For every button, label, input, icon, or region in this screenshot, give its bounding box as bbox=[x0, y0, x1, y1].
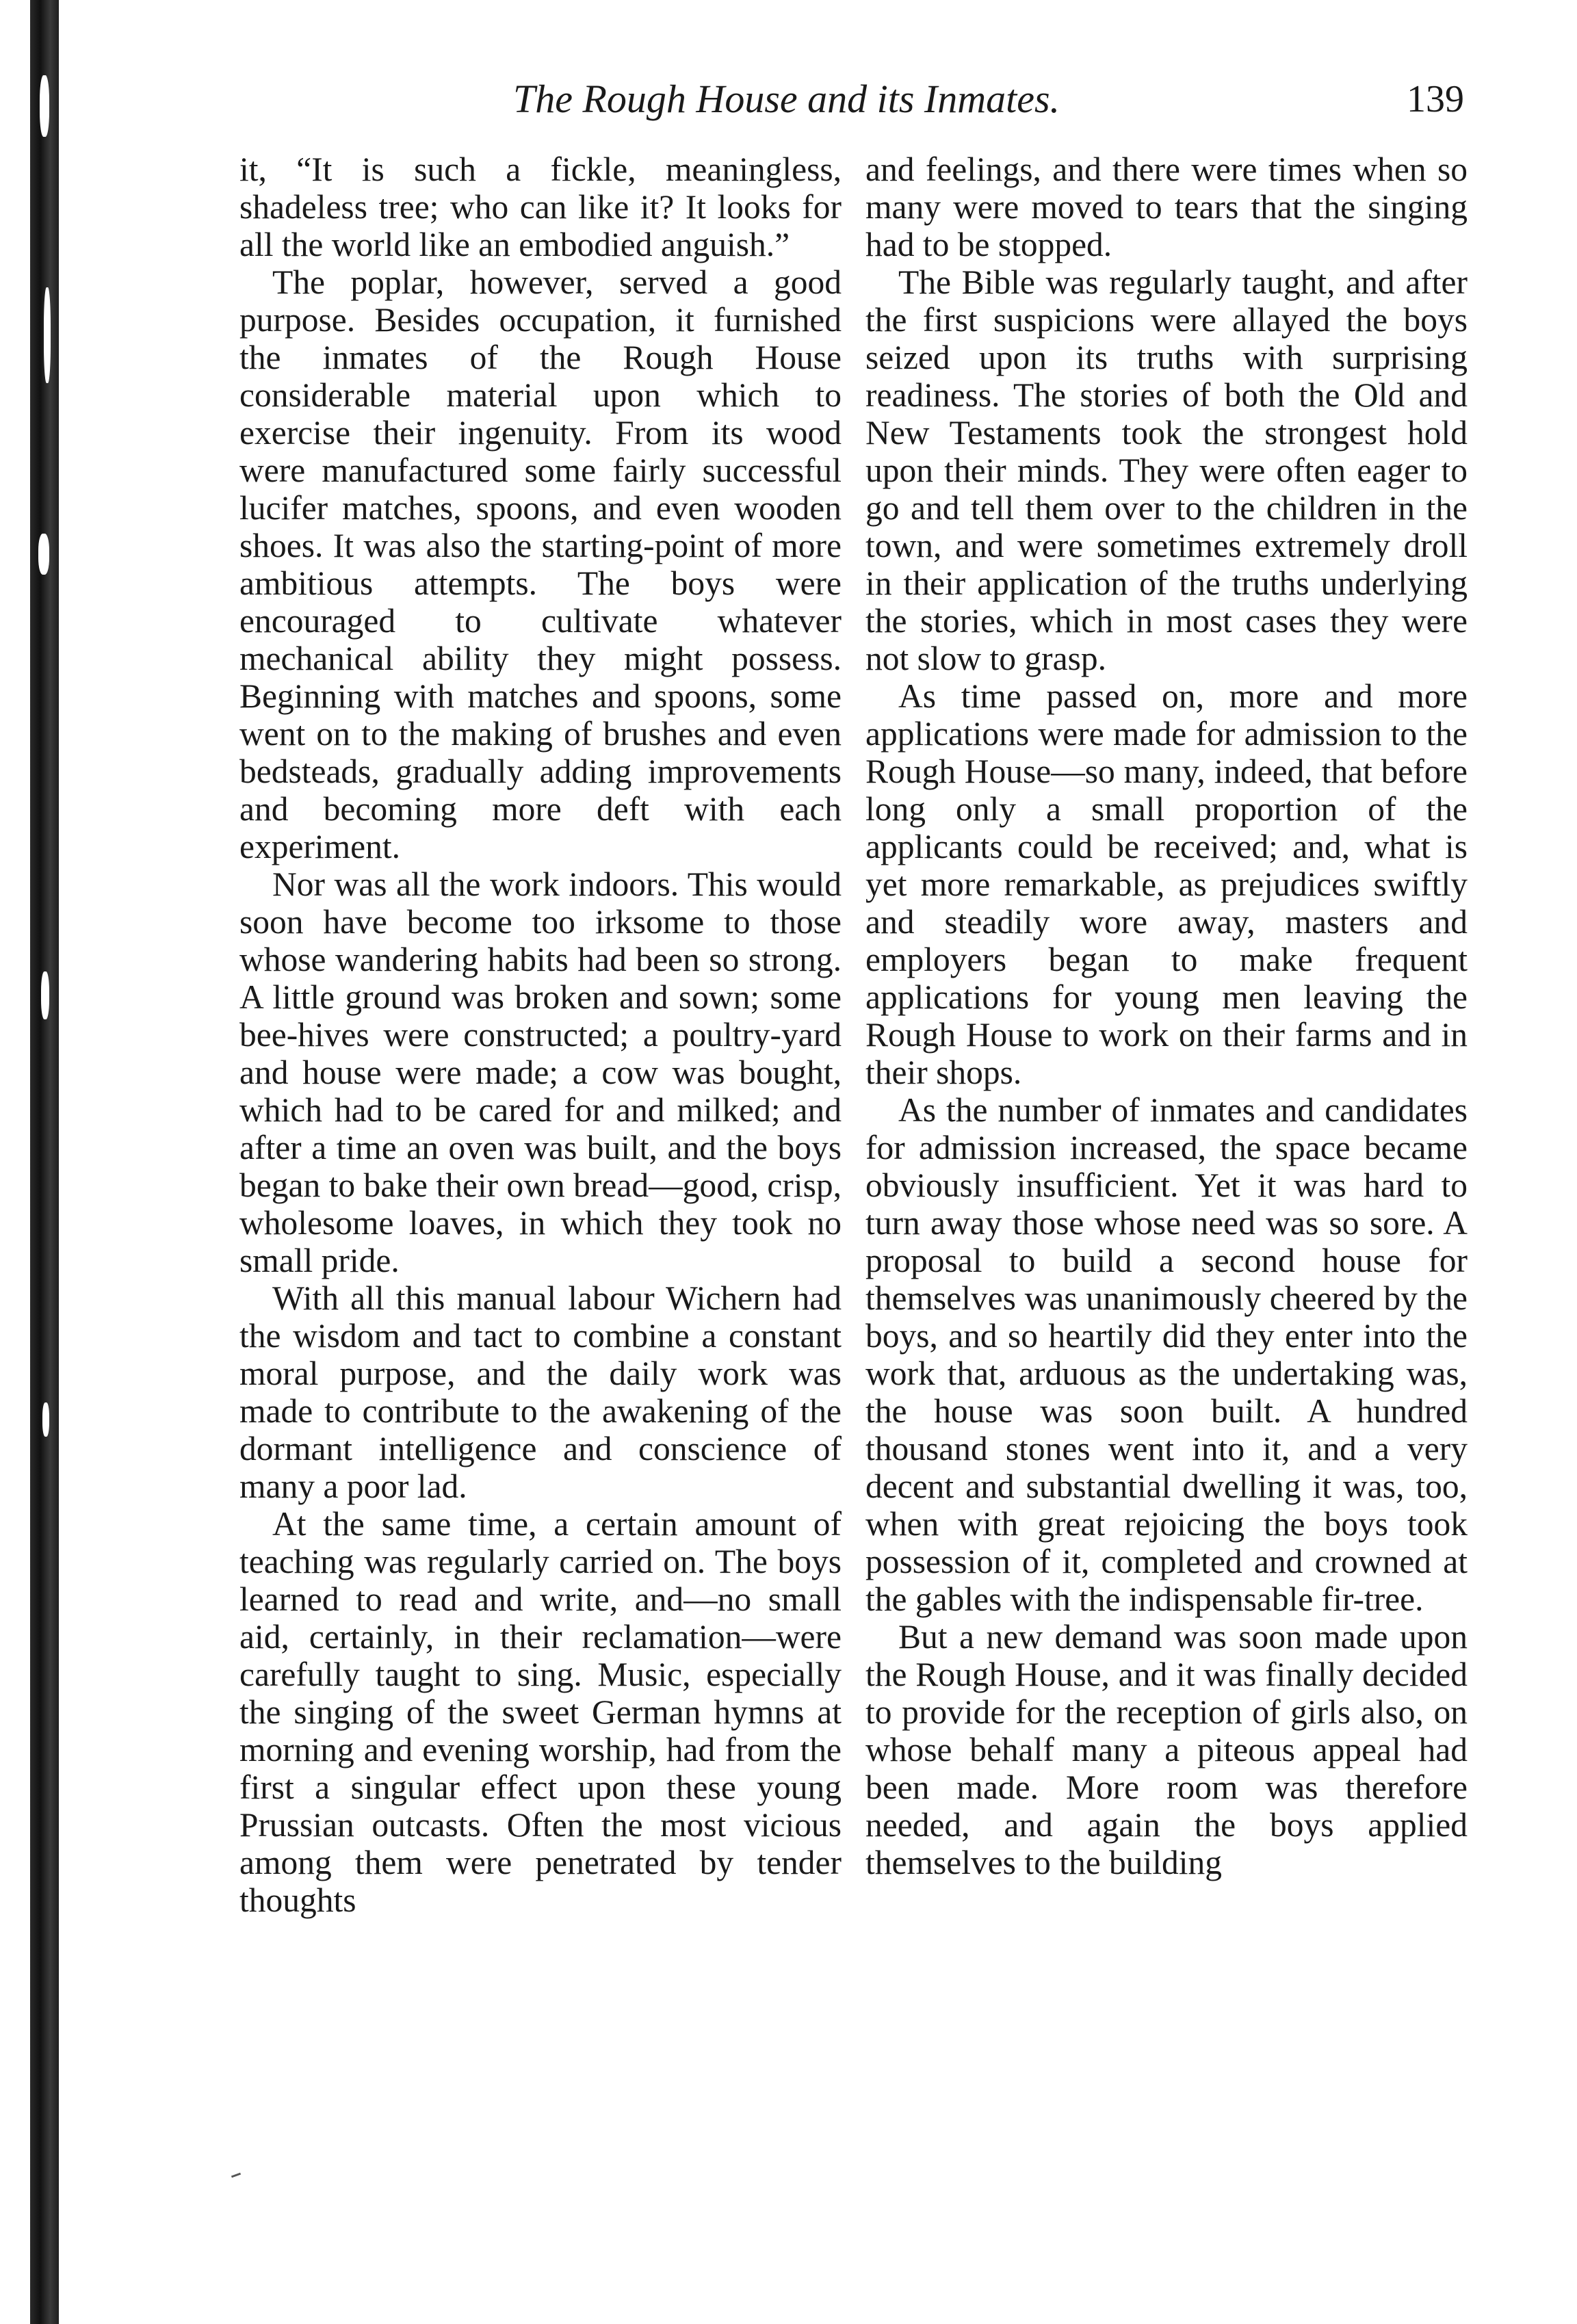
paragraph: As time passed on, more and more applications were made for admission to the Rough House—so many, indeed, that before long only a small proportion of the applicants could be received; and, what is yet more remarkable, as prejudices swiftly and steadily wore away, masters and employers began to make frequent applications for young men leaving the Rough House to work on their farms and in their shops. bbox=[865, 677, 1468, 1091]
paragraph: But a new demand was soon made upon the Rough House, and it was finally decided to provide for the reception of girls also, on whose behalf many a piteous appeal had been made. More room was therefore needed, and again the boys applied themselves to the building bbox=[865, 1618, 1468, 1881]
paragraph: The Bible was regularly taught, and after the first suspicions were allayed the boys seized upon its truths with surprising readiness. The stories of both the Old and New Testaments took the strongest hold upon their minds. They were often eager to go and tell them over to the children in the town, and were sometimes extremely droll in their application of the truths underlying the stories, which in most cases they were not slow to grasp. bbox=[865, 263, 1468, 677]
left-text-column bbox=[239, 151, 842, 1919]
paragraph: and feelings, and there were times when so many were moved to tears that the singing had to be stopped. bbox=[865, 151, 1468, 263]
paragraph: The poplar, however, served a good purpose. Besides occupation, it furnished the inmates of the Rough House considerable material upon which to exercise their ingenuity. From its wood were manufactured some fairly successful lucifer matches, spoons, and even wooden shoes. It was also the starting-point of more ambitious attempts. The boys were encouraged to cultivate whatever mechanical ability they might possess. Beginning with matches and spoons, some went on to the making of brushes and even bedsteads, gradually adding improvements and becoming more deft with each experiment. bbox=[239, 263, 842, 865]
running-header bbox=[226, 72, 1464, 127]
page-number: 139 bbox=[1407, 78, 1464, 120]
binding-wear-mark bbox=[41, 971, 49, 1019]
paragraph: As the number of inmates and candidates for admission increased, the space became obviously insufficient. Yet it was hard to turn away those whose need was so sore. A proposal to build a second house for themselves was unanimously cheered by the boys, and so heartily did they enter into the work that, arduous as the undertaking was, the house was soon built. A hundred thousand stones went into it, and a very decent and substantial dwelling it was, too, when with great rejoicing the boys took possession of it, completed and crowned at the gables with the indispensable fir-tree. bbox=[865, 1091, 1468, 1618]
right-text-column bbox=[865, 151, 1468, 1881]
paragraph: With all this manual labour Wichern had the wisdom and tact to combine a constant moral purpose, and the daily work was made to contribute to the awakening of the dormant intelligence and conscience of many a poor lad. bbox=[239, 1279, 842, 1505]
binding-wear-mark bbox=[40, 75, 49, 137]
binding-wear-mark bbox=[42, 1402, 49, 1437]
binding-wear-mark bbox=[38, 534, 49, 575]
running-title: The Rough House and its Inmates. bbox=[513, 77, 1060, 121]
paragraph: At the same time, a certain amount of teaching was regularly carried on. The boys learned to read and write, and—no small aid, certainly, in their reclamation—were carefully taught to sing. Music, especially the singing of the sweet German hymns at morning and evening worship, had from the first a singular effect upon these young Prussian outcasts. Often the most vicious among them were penetrated by tender thoughts bbox=[239, 1505, 842, 1919]
paragraph: Nor was all the work indoors. This would soon have become too irksome to those whose wandering habits had been so strong. A little ground was broken and sown; some bee-hives were constructed; a poultry-yard and house were made; a cow was bought, which had to be cared for and milked; and after a time an oven was built, and the boys began to bake their own bread—good, crisp, wholesome loaves, in which they took no small pride. bbox=[239, 865, 842, 1279]
binding-wear-mark bbox=[44, 287, 51, 383]
paragraph: it, “It is such a fickle, meaningless, shadeless tree; who can like it? It looks for all the world like an embodied anguish.” bbox=[239, 151, 842, 263]
ink-speck bbox=[231, 2173, 241, 2178]
